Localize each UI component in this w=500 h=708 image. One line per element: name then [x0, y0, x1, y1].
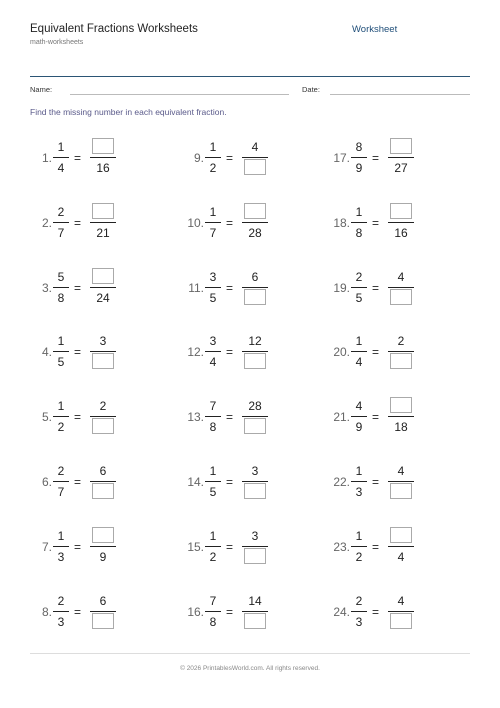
answer-box-denominator[interactable]	[390, 613, 412, 629]
answer-box-denominator[interactable]	[390, 289, 412, 305]
problem-item	[0, 332, 500, 372]
equals-sign: =	[74, 215, 82, 230]
given-denominator: 2	[57, 420, 65, 435]
equals-sign: =	[74, 345, 82, 360]
fraction-bar	[388, 351, 414, 352]
problem-number: 4.	[41, 345, 52, 360]
equals-sign: =	[372, 475, 380, 489]
answer-box-numerator[interactable]	[390, 138, 412, 154]
target-numerator: 3	[251, 528, 259, 543]
date-field-line[interactable]	[330, 94, 470, 95]
given-fraction	[351, 527, 367, 566]
target-numerator: 6	[251, 269, 259, 284]
problem-item	[0, 397, 500, 437]
equals-sign: =	[226, 345, 234, 360]
date-label: Date:	[302, 85, 320, 94]
equals-sign: =	[226, 539, 234, 554]
target-numerator: 4	[397, 593, 405, 608]
equals-sign: =	[74, 604, 82, 619]
worksheet-subtitle: math-worksheets	[30, 39, 84, 46]
equals-sign: =	[372, 151, 380, 165]
equals-sign: =	[74, 539, 82, 554]
problem-number: 6.	[41, 475, 52, 489]
given-numerator: 2	[355, 269, 363, 284]
problem-number: 12.	[187, 345, 204, 360]
target-fraction	[388, 332, 414, 371]
given-denominator: 5	[355, 290, 363, 305]
problem-number: 13.	[187, 410, 204, 425]
given-fraction	[351, 397, 367, 436]
given-numerator: 2	[57, 204, 65, 219]
target-fraction	[388, 268, 414, 307]
fraction-bar	[351, 351, 367, 352]
footer-divider	[30, 653, 470, 654]
given-numerator: 3	[209, 334, 217, 349]
problem-number: 23.	[333, 539, 350, 554]
equals-sign: =	[226, 604, 234, 619]
target-numerator: 12	[248, 334, 262, 349]
instructions: Find the missing number in each equivalent fraction.	[30, 107, 227, 117]
target-numerator: 4	[397, 464, 405, 478]
problem-number: 14.	[187, 475, 204, 489]
target-numerator: 2	[397, 334, 405, 349]
given-numerator: 3	[209, 269, 217, 284]
fraction-bar	[351, 416, 367, 417]
given-denominator: 3	[57, 549, 65, 564]
target-denominator: 4	[397, 549, 405, 564]
target-numerator: 4	[251, 140, 259, 154]
given-denominator: 2	[209, 549, 217, 564]
answer-box-denominator[interactable]	[390, 353, 412, 369]
given-fraction	[351, 138, 367, 177]
problem-number: 5.	[41, 410, 52, 425]
fraction-bar	[388, 611, 414, 612]
problem-number: 2.	[41, 215, 52, 230]
target-denominator: 9	[99, 549, 107, 564]
problem-item	[0, 268, 500, 308]
given-denominator: 3	[355, 485, 363, 499]
header-divider	[30, 76, 470, 77]
equals-sign: =	[372, 539, 380, 554]
given-denominator: 8	[209, 420, 217, 435]
given-denominator: 9	[355, 420, 363, 435]
problem-number: 18.	[333, 215, 350, 230]
given-numerator: 2	[355, 593, 363, 608]
target-denominator: 28	[248, 225, 262, 240]
given-numerator: 8	[355, 140, 363, 154]
target-numerator: 6	[99, 593, 107, 608]
given-fraction	[351, 203, 367, 242]
equals-sign: =	[372, 280, 380, 295]
target-fraction	[388, 138, 414, 177]
name-field-line[interactable]	[70, 94, 289, 95]
problem-item	[0, 462, 500, 502]
target-fraction	[388, 462, 414, 501]
given-fraction	[351, 592, 367, 631]
given-denominator: 3	[57, 614, 65, 629]
equals-sign: =	[372, 604, 380, 619]
given-numerator: 5	[57, 269, 65, 284]
problem-number: 17.	[333, 151, 350, 165]
answer-box-denominator[interactable]	[390, 483, 412, 499]
fraction-bar	[388, 481, 414, 482]
given-denominator: 8	[355, 225, 363, 240]
target-denominator: 24	[96, 290, 110, 305]
fraction-bar	[388, 222, 414, 223]
given-denominator: 5	[209, 290, 217, 305]
problem-number: 22.	[333, 475, 350, 489]
given-denominator: 4	[209, 355, 217, 370]
given-denominator: 7	[57, 485, 65, 499]
problem-item	[0, 592, 500, 632]
given-denominator: 9	[355, 161, 363, 175]
given-denominator: 5	[209, 485, 217, 499]
given-denominator: 5	[57, 355, 65, 370]
problem-number: 16.	[187, 604, 204, 619]
problem-item	[0, 527, 500, 567]
given-numerator: 1	[355, 204, 363, 219]
worksheet-title: Equivalent Fractions Worksheets	[30, 23, 198, 35]
given-denominator: 8	[209, 614, 217, 629]
equals-sign: =	[372, 345, 380, 360]
target-fraction	[388, 527, 414, 566]
target-numerator: 6	[99, 464, 107, 478]
given-numerator: 1	[57, 140, 65, 154]
target-denominator: 21	[96, 225, 110, 240]
target-fraction	[388, 592, 414, 631]
problem-number: 10.	[187, 215, 204, 230]
target-denominator: 16	[394, 225, 408, 240]
target-numerator: 3	[99, 334, 107, 349]
given-numerator: 1	[57, 334, 65, 349]
answer-box-numerator[interactable]	[390, 203, 412, 219]
fraction-bar	[351, 157, 367, 158]
given-numerator: 1	[57, 528, 65, 543]
equals-sign: =	[372, 410, 380, 425]
equals-sign: =	[226, 151, 234, 165]
equals-sign: =	[74, 475, 82, 489]
fraction-bar	[388, 546, 414, 547]
fraction-bar	[351, 611, 367, 612]
given-fraction	[351, 462, 367, 501]
equals-sign: =	[226, 280, 234, 295]
given-numerator: 2	[57, 593, 65, 608]
worksheet-tag: Worksheet	[352, 24, 398, 35]
problem-number: 21.	[333, 410, 350, 425]
target-numerator: 28	[248, 399, 262, 414]
given-denominator: 8	[57, 290, 65, 305]
name-label: Name:	[30, 85, 53, 94]
problem-number: 7.	[41, 539, 52, 554]
target-fraction	[388, 397, 414, 436]
footer-copyright: © 2026 PrintablesWorld.com. All rights reserved.	[180, 665, 320, 672]
fraction-bar	[351, 546, 367, 547]
target-numerator: 4	[397, 269, 405, 284]
given-numerator: 1	[209, 140, 217, 154]
problem-number: 9.	[193, 151, 204, 165]
equals-sign: =	[226, 410, 234, 425]
given-denominator: 7	[209, 225, 217, 240]
given-numerator: 7	[209, 593, 217, 608]
target-denominator: 18	[394, 420, 408, 435]
problem-number: 19.	[333, 280, 350, 295]
problem-item	[0, 203, 500, 243]
fraction-bar	[351, 481, 367, 482]
given-numerator: 1	[355, 334, 363, 349]
given-numerator: 1	[355, 464, 363, 478]
equals-sign: =	[74, 410, 82, 425]
fraction-bar	[388, 416, 414, 417]
problem-number: 20.	[333, 345, 350, 360]
equals-sign: =	[226, 215, 234, 230]
given-denominator: 4	[57, 161, 65, 175]
equals-sign: =	[74, 151, 82, 165]
given-denominator: 4	[355, 355, 363, 370]
given-numerator: 2	[57, 464, 65, 478]
equals-sign: =	[372, 215, 380, 230]
fraction-bar	[351, 222, 367, 223]
target-denominator: 16	[96, 161, 110, 175]
problem-item	[0, 138, 500, 178]
equals-sign: =	[74, 280, 82, 295]
problem-number: 8.	[41, 604, 52, 619]
problem-number: 11.	[188, 280, 204, 295]
given-denominator: 3	[355, 614, 363, 629]
given-numerator: 4	[355, 399, 363, 414]
fraction-bar	[351, 287, 367, 288]
target-numerator: 2	[99, 399, 107, 414]
problem-number: 15.	[187, 539, 204, 554]
given-numerator: 1	[209, 204, 217, 219]
problem-number: 24.	[333, 604, 350, 619]
answer-box-numerator[interactable]	[390, 397, 412, 413]
given-numerator: 1	[355, 528, 363, 543]
target-numerator: 3	[251, 464, 259, 478]
given-denominator: 7	[57, 225, 65, 240]
given-numerator: 1	[209, 464, 217, 478]
target-fraction	[388, 203, 414, 242]
given-fraction	[351, 268, 367, 307]
answer-box-numerator[interactable]	[390, 527, 412, 543]
fraction-bar	[388, 287, 414, 288]
given-numerator: 1	[209, 528, 217, 543]
equals-sign: =	[226, 475, 234, 489]
target-numerator: 14	[248, 593, 262, 608]
problem-number: 1.	[41, 151, 52, 165]
given-denominator: 2	[355, 549, 363, 564]
target-denominator: 27	[394, 161, 408, 175]
given-numerator: 1	[57, 399, 65, 414]
given-fraction	[351, 332, 367, 371]
fraction-bar	[388, 157, 414, 158]
problem-number: 3.	[41, 280, 52, 295]
given-denominator: 2	[209, 161, 217, 175]
given-numerator: 7	[209, 399, 217, 414]
